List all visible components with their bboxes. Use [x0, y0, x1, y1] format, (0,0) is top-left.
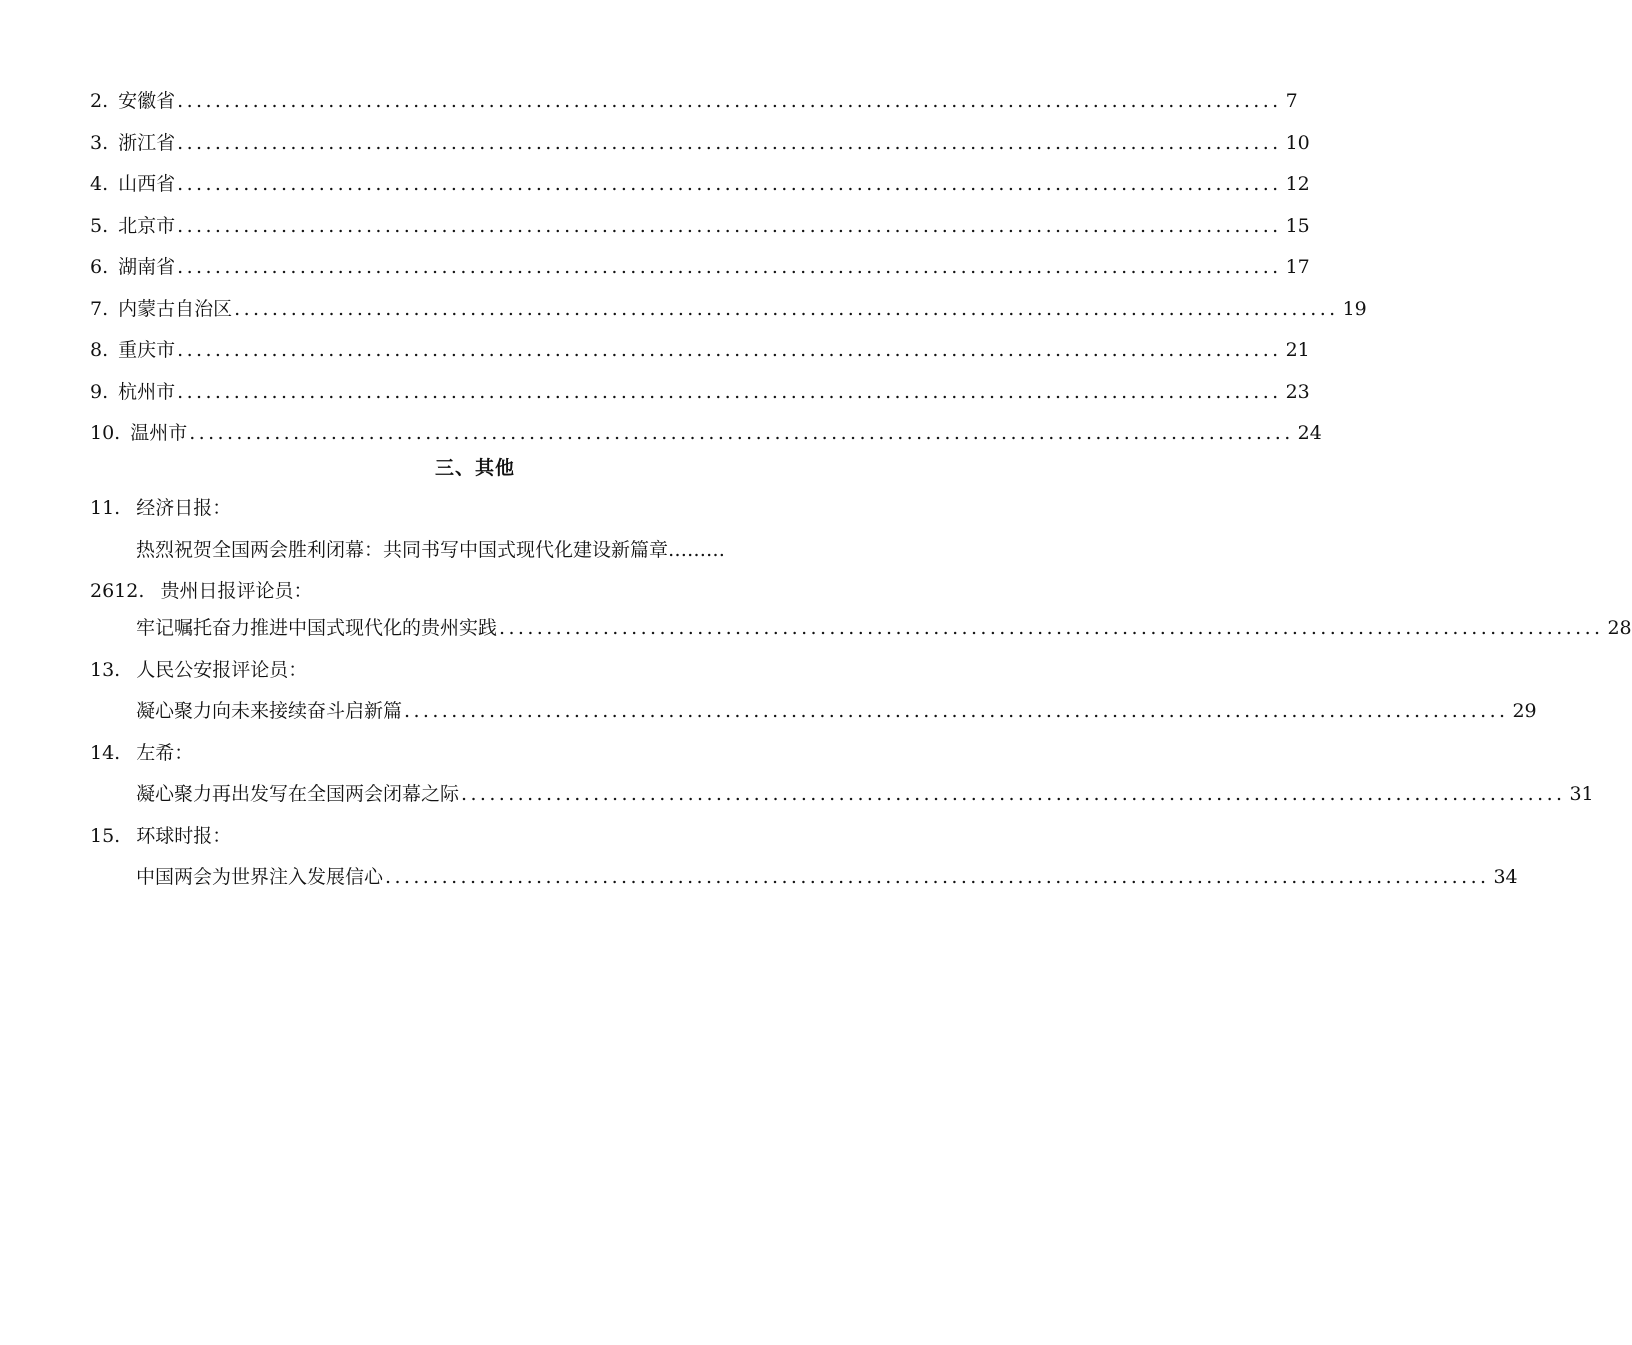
entry-number: 2612. [90, 580, 145, 602]
dot-leader: ..................................................................................................................... [177, 132, 1282, 154]
entry-page: 10 [1285, 132, 1310, 154]
dot-leader: ..................................................................................................................... [177, 173, 1282, 195]
article-entry[interactable] [136, 613, 1632, 643]
entry-number: 4. [90, 173, 109, 195]
entry-page: 31 [1569, 783, 1594, 805]
entry-number: 13. [90, 659, 121, 681]
entry-number: 5. [90, 215, 109, 237]
entry-page: 29 [1512, 700, 1537, 722]
source-name: 环球时报： [136, 825, 232, 847]
entry-number: 15. [90, 825, 121, 847]
article-entry[interactable] [136, 862, 1518, 892]
entry-title: 杭州市 [118, 381, 176, 403]
dot-leader: ..................................................................................................................... [234, 298, 1339, 320]
entry-page: 19 [1342, 298, 1367, 320]
source-name: 贵州日报评论员： [160, 580, 313, 602]
dot-leader: ..................................................................................................................... [177, 339, 1282, 361]
toc-entry[interactable] [90, 252, 1310, 282]
entry-title: 温州市 [130, 422, 188, 444]
article-title: 热烈祝贺全国两会胜利闭幕：共同书写中国式现代化建设新篇章……… [136, 539, 726, 561]
dot-leader: ..................................................................................................................... [189, 422, 1294, 444]
dot-leader: ..................................................................................................................... [177, 256, 1282, 278]
article-title: 凝心聚力向未来接续奋斗启新篇 [136, 700, 403, 722]
entry-page: 17 [1285, 256, 1310, 278]
entry-number: 3. [90, 132, 109, 154]
toc-entry[interactable] [90, 128, 1310, 158]
dot-leader: ..................................................................................................................... [385, 866, 1490, 888]
dot-leader: ..................................................................................................................... [499, 617, 1604, 639]
article-title: 凝心聚力再出发写在全国两会闭幕之际 [136, 783, 460, 805]
dot-leader: ..................................................................................................................... [177, 215, 1282, 237]
entry-page: 28 [1607, 617, 1632, 639]
entry-number: 11. [90, 497, 121, 519]
toc-entry[interactable] [90, 294, 1367, 324]
entry-page: 21 [1285, 339, 1310, 361]
toc-entry[interactable] [90, 377, 1310, 407]
dot-leader: ..................................................................................................................... [177, 90, 1282, 112]
article-entry[interactable] [136, 535, 725, 565]
source-name: 左希： [136, 742, 194, 764]
source-name: 人民公安报评论员： [136, 659, 308, 681]
toc-entry[interactable] [90, 211, 1310, 241]
entry-page: 12 [1285, 173, 1310, 195]
entry-page: 34 [1493, 866, 1518, 888]
source-line [90, 821, 231, 851]
entry-number: 6. [90, 256, 109, 278]
entry-page: 15 [1285, 215, 1310, 237]
source-name: 经济日报： [136, 497, 232, 519]
entry-number: 2. [90, 90, 109, 112]
entry-title: 重庆市 [118, 339, 176, 361]
article-title: 牢记嘱托奋力推进中国式现代化的贵州实践 [136, 617, 498, 639]
toc-entry[interactable] [90, 86, 1298, 116]
source-line [90, 738, 193, 768]
entry-page: 23 [1285, 381, 1310, 403]
entry-number: 9. [90, 381, 109, 403]
entry-number: 14. [90, 742, 121, 764]
toc-entry[interactable] [90, 169, 1310, 199]
entry-title: 湖南省 [118, 256, 176, 278]
entry-title: 北京市 [118, 215, 176, 237]
source-line [90, 493, 231, 523]
entry-title: 山西省 [118, 173, 176, 195]
dot-leader: ..................................................................................................................... [177, 381, 1282, 403]
entry-page: 24 [1297, 422, 1322, 444]
entry-title: 浙江省 [118, 132, 176, 154]
entry-page: 7 [1285, 90, 1298, 112]
entry-number: 8. [90, 339, 109, 361]
dot-leader: ..................................................................................................................... [461, 783, 1566, 805]
source-line [90, 655, 307, 685]
entry-number: 10. [90, 422, 121, 444]
article-title: 中国两会为世界注入发展信心 [136, 866, 384, 888]
toc-entry[interactable] [90, 418, 1322, 448]
section-heading: 三、其他 [434, 457, 515, 479]
toc-entry[interactable] [90, 335, 1310, 365]
entry-title: 内蒙古自治区 [118, 298, 233, 320]
article-entry[interactable] [136, 696, 1537, 726]
entry-number: 7. [90, 298, 109, 320]
article-entry[interactable] [136, 779, 1594, 809]
dot-leader: ..................................................................................................................... [404, 700, 1509, 722]
entry-title: 安徽省 [118, 90, 176, 112]
source-line [90, 576, 312, 606]
